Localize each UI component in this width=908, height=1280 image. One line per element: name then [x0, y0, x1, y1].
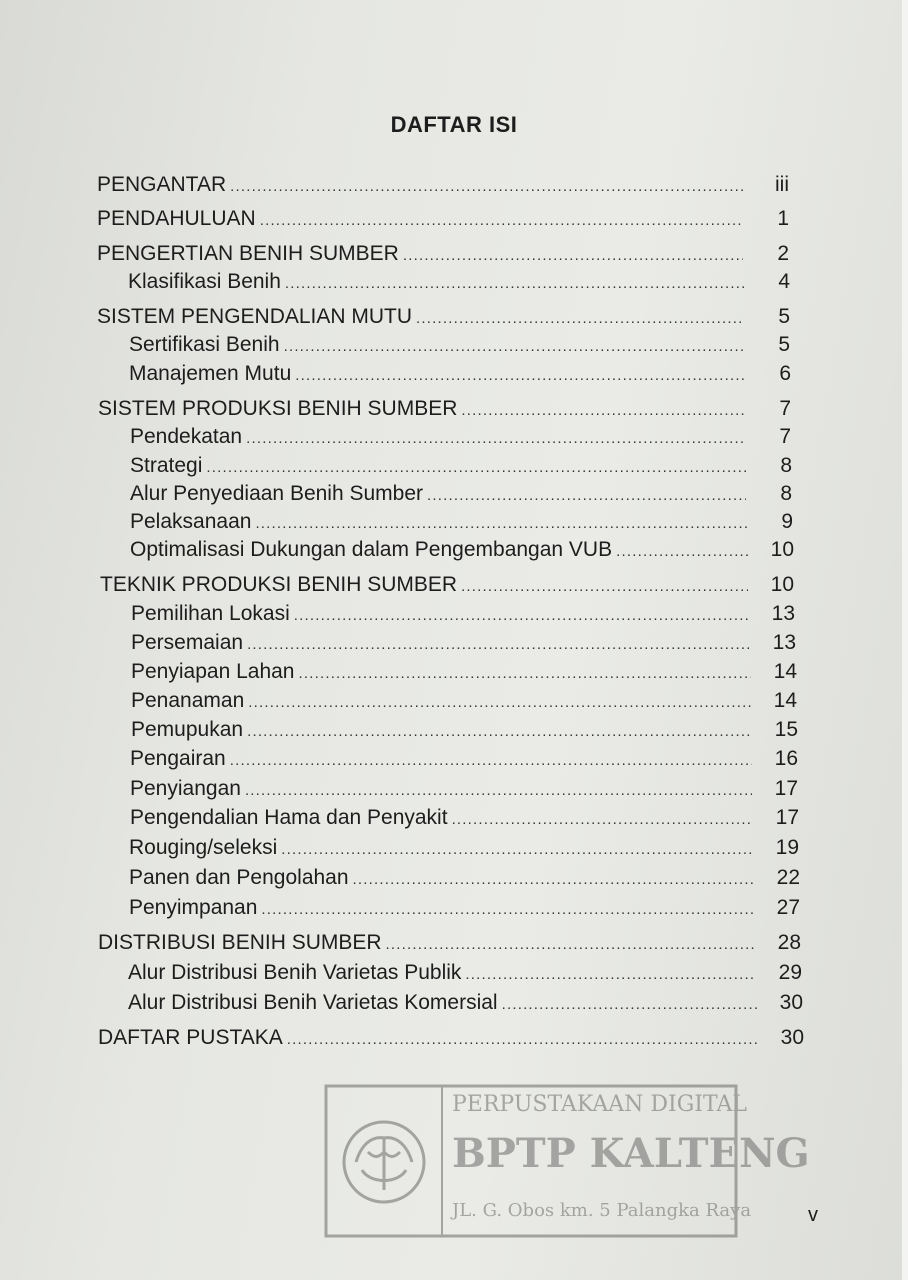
toc-entry [98, 396, 791, 424]
dot-leader [502, 992, 757, 1018]
toc-entry-page: 19 [775, 836, 799, 859]
toc-entry-label: Pengairan [130, 747, 226, 770]
toc-entry-page: 17 [774, 777, 798, 800]
toc-entry-label: Alur Penyediaan Benih Sumber [130, 482, 424, 505]
toc-entry [128, 269, 790, 297]
dot-leader [461, 398, 745, 424]
toc-entry [129, 895, 800, 923]
toc-entry-page: 16 [774, 747, 798, 770]
toc-entry-page: 29 [778, 961, 802, 984]
dot-leader [206, 455, 746, 481]
library-stamp [322, 1072, 810, 1240]
dot-leader [247, 632, 750, 658]
page-number: v [808, 1204, 818, 1226]
toc-entry-page: 8 [780, 454, 792, 477]
toc-entry-page: iii [775, 173, 789, 196]
dot-leader [427, 483, 746, 509]
toc-entry [130, 509, 793, 537]
toc-entry [130, 805, 799, 833]
page-title: DAFTAR ISI [390, 112, 518, 137]
toc-entry [98, 1025, 804, 1053]
toc-entry-label: Pendekatan [130, 425, 243, 448]
stamp-line-2: BPTP KALTENG [452, 1130, 810, 1177]
toc-entry-page: 30 [779, 991, 803, 1014]
toc-entry-page: 10 [770, 573, 794, 596]
dot-leader [285, 271, 744, 297]
dot-leader [248, 690, 751, 716]
toc-entry [128, 990, 803, 1018]
toc-entry [131, 601, 795, 629]
toc-entry-label: Alur Distribusi Benih Varietas Publik [128, 961, 462, 984]
toc-entry [129, 835, 799, 863]
toc-entry-label: Pelaksanaan [130, 510, 252, 533]
toc-entry-label: DAFTAR PUSTAKA [98, 1026, 283, 1049]
toc-entry-label: PENDAHULUAN [97, 207, 256, 230]
dot-leader [287, 1027, 758, 1053]
toc-entry-page: 5 [778, 333, 790, 356]
dot-leader [261, 897, 754, 923]
toc-entry-label: Sertifikasi Benih [129, 333, 280, 356]
toc-entry [130, 481, 792, 509]
toc-entry-label: DISTRIBUSI BENIH SUMBER [98, 931, 382, 954]
toc-entry [97, 206, 789, 234]
toc-entry-label: Optimalisasi Dukungan dalam Pengembangan VUB [130, 538, 613, 561]
dot-leader [298, 661, 751, 687]
toc-entry-page: 8 [780, 482, 792, 505]
toc-entry-page: 17 [775, 806, 799, 829]
toc-entry-label: TEKNIK PRODUKSI BENIH SUMBER [100, 573, 458, 596]
toc-entry [128, 960, 802, 988]
dot-leader [403, 243, 743, 269]
toc-entry-label: Persemaian [131, 631, 244, 654]
toc-entry-label: Penyimpanan [129, 896, 258, 919]
toc-entry-page: 30 [780, 1026, 804, 1049]
toc-entry [130, 746, 798, 774]
toc-entry-page: 7 [779, 425, 791, 448]
toc-entry-page: 14 [773, 660, 797, 683]
dot-leader [295, 363, 745, 389]
dot-leader [386, 932, 755, 958]
toc-entry-page: 1 [777, 207, 789, 230]
toc-entry-page: 28 [777, 931, 801, 954]
toc-entry [131, 717, 798, 745]
toc-entry [97, 304, 790, 332]
toc-entry-label: Penyiapan Lahan [131, 660, 295, 683]
dot-leader [245, 778, 752, 804]
toc-entry-label: PENGANTAR [97, 173, 227, 196]
toc-entry-page: 13 [772, 631, 796, 654]
stamp-line-3: JL. G. Obos km. 5 Palangka Raya [452, 1200, 752, 1221]
toc-entry-label: SISTEM PENGENDALIAN MUTU [97, 305, 413, 328]
toc-entry [130, 537, 794, 565]
dot-leader [247, 719, 752, 745]
dot-leader [255, 511, 747, 537]
toc-entry [98, 930, 801, 958]
toc-entry-label: Panen dan Pengolahan [129, 866, 349, 889]
dot-leader [246, 426, 745, 452]
toc-entry-page: 13 [771, 602, 795, 625]
dot-leader [230, 174, 743, 200]
toc-entry [129, 332, 790, 360]
toc-entry [131, 630, 796, 658]
toc-entry [97, 172, 789, 200]
toc-entry [131, 659, 797, 687]
toc-entry-page: 9 [781, 510, 793, 533]
dot-leader [465, 962, 756, 988]
toc-entry [130, 776, 798, 804]
toc-entry-label: Manajemen Mutu [129, 362, 292, 385]
toc-entry [131, 688, 797, 716]
toc-entry [130, 453, 792, 481]
toc-entry-label: Alur Distribusi Benih Varietas Komersial [128, 991, 498, 1014]
stamp-line-1: PERPUSTAKAAN DIGITAL [452, 1092, 747, 1117]
toc-entry-page: 2 [777, 242, 789, 265]
toc-entry-page: 4 [778, 270, 790, 293]
toc-entry-page: 7 [779, 397, 791, 420]
dot-leader [353, 867, 754, 893]
toc-entry-label: Rouging/seleksi [129, 836, 278, 859]
dot-leader [281, 837, 753, 863]
toc-entry-label: Penanaman [131, 689, 245, 712]
toc-entry-label: PENGERTIAN BENIH SUMBER [97, 242, 399, 265]
toc-entry-label: Klasifikasi Benih [128, 270, 281, 293]
toc-entry-page: 15 [774, 718, 798, 741]
toc-entry-page: 6 [779, 362, 791, 385]
toc-entry [97, 241, 789, 269]
toc-entry-label: Pengendalian Hama dan Penyakit [130, 806, 448, 829]
toc-entry [129, 361, 791, 389]
dot-leader [294, 603, 749, 629]
emblem-icon [344, 1122, 424, 1202]
toc-entry-label: Penyiangan [130, 777, 241, 800]
dot-leader [616, 539, 748, 565]
toc-entry-page: 14 [773, 689, 797, 712]
toc-entry-page: 22 [776, 866, 800, 889]
dot-leader [416, 306, 744, 332]
toc-entry [130, 424, 791, 452]
dot-leader [260, 208, 743, 234]
dot-leader [452, 807, 753, 833]
dot-leader [461, 574, 748, 600]
toc-entry-label: Pemupukan [131, 718, 244, 741]
toc-entry-label: Pemilihan Lokasi [131, 602, 290, 625]
toc-entry-page: 5 [778, 305, 790, 328]
toc-entry-page: 10 [770, 538, 794, 561]
toc-entry [100, 572, 794, 600]
toc-entry-page: 27 [776, 896, 800, 919]
dot-leader [284, 334, 744, 360]
dot-leader [230, 748, 752, 774]
toc-entry-label: Strategi [130, 454, 203, 477]
toc-entry [129, 865, 800, 893]
toc-entry-label: SISTEM PRODUKSI BENIH SUMBER [98, 397, 458, 420]
